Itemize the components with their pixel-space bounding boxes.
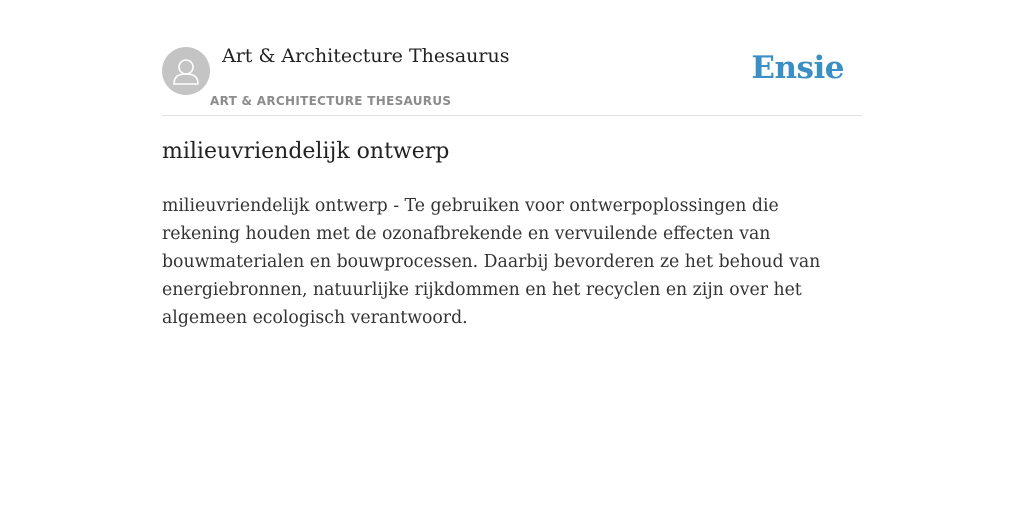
page [162,0,862,512]
entry-header [162,0,862,116]
author-name-link[interactable]: Art & Architecture Thesaurus [222,45,510,67]
term-title: milieuvriendelijk ontwerp [162,139,450,164]
brand-logo[interactable]: Ensie [751,50,844,86]
user-icon [162,47,210,95]
definition-text: milieuvriendelijk ontwerp - Te gebruiken voor ontwerpoplossingen die rekening houden met de ozonafbrekende en vervuilende effecten van bouwmaterialen en bouwprocessen. Daarbij bevorderen ze het behoud van energiebronnen, natuurlijke rijkdommen en het recyclen en zijn over het algemeen ecologisch verantwoord. [162,196,821,328]
avatar[interactable] [162,47,210,95]
source-label: ART & ARCHITECTURE THESAURUS [210,94,452,108]
